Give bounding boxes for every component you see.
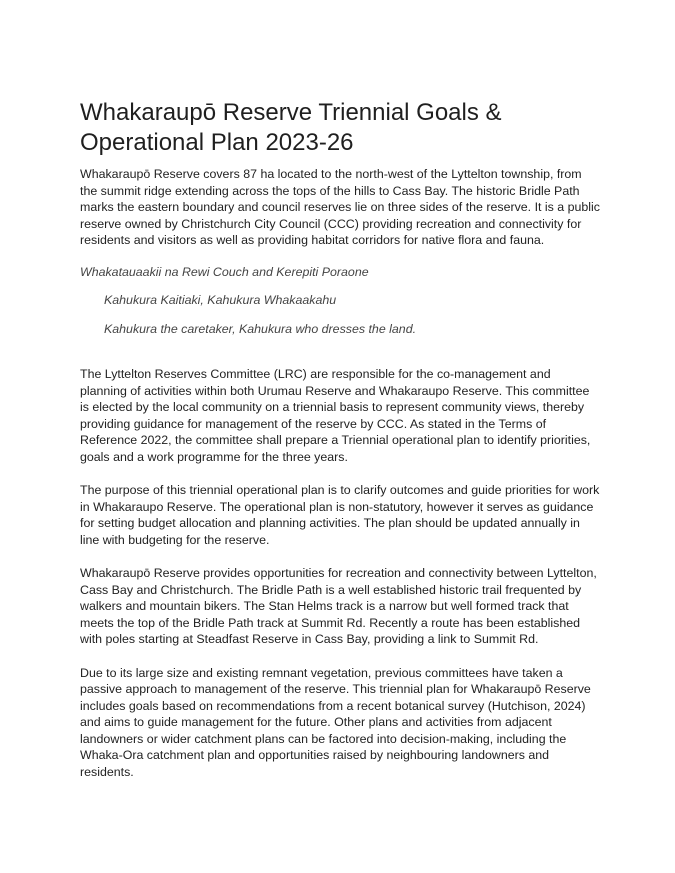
whakatauaakii-maori-line: Kahukura Kaitiaki, Kahukura Whakaakahu: [104, 293, 337, 307]
document-title: Whakaraupō Reserve Triennial Goals & Operational Plan 2023-26: [80, 99, 502, 156]
whakatauaakii-english-line: Kahukura the caretaker, Kahukura who dresses the land.: [104, 321, 417, 336]
recreation-paragraph: Whakaraupō Reserve provides opportunities for recreation and connectivity between Lyttelton, Cass Bay and Christchurch. The Bridle Path is a well established historic trail frequented by walkers and mountain bikers. The Stan Helms track is a narrow but well formed track that meets the top of the Bridle Path track at Summit Rd. Recently a route has been established with poles starting at Steadfast Reserve in Cass Bay, providing a link to Summit Rd.: [80, 566, 597, 646]
whakatauaakii-attribution: Whakatauaakii na Rewi Couch and Kerepiti Poraone: [80, 264, 369, 279]
committee-paragraph: The Lyttelton Reserves Committee (LRC) are responsible for the co-management and planning of activities within both Urumau Reserve and Whakaraupo Reserve. This committee is elected by the local community on a triennial basis to represent community views, thereby providing guidance for management of the reserve by CCC. As stated in the Terms of Reference 2022, the committee shall prepare a Triennial operational plan to identify priorities, goals and a work programme for the three years.: [80, 367, 591, 464]
intro-paragraph: Whakaraupō Reserve covers 87 ha located to the north-west of the Lyttelton township, from the summit ridge extending across the tops of the hills to Cass Bay. The historic Bridle Path marks the eastern boundary and council reserves lie on three sides of the reserve. It is a public reserve owned by Christchurch City Council (CCC) providing recreation and connectivity for residents and visitors as well as providing habitat corridors for native flora and fauna.: [80, 167, 600, 247]
management-paragraph: Due to its large size and existing remnant vegetation, previous committees have taken a passive approach to management of the reserve. This triennial plan for Whakaraupō Reserve includes goals based on recommendations from a recent botanical survey (Hutchison, 2024) and aims to guide management for the future. Other plans and activities from adjacent landowners or wider catchment plans can be factored into decision-making, including the Whaka-Ora catchment plan and opportunities raised by neighbouring landowners and residents.: [80, 665, 591, 779]
document-page: [80, 98, 600, 780]
purpose-paragraph: The purpose of this triennial operational plan is to clarify outcomes and guide priorities for work in Whakaraupo Reserve. The operational plan is non-statutory, however it serves as guidance for setting budget allocation and planning activities. The plan should be updated annually in line with budgeting for the reserve.: [80, 483, 600, 547]
